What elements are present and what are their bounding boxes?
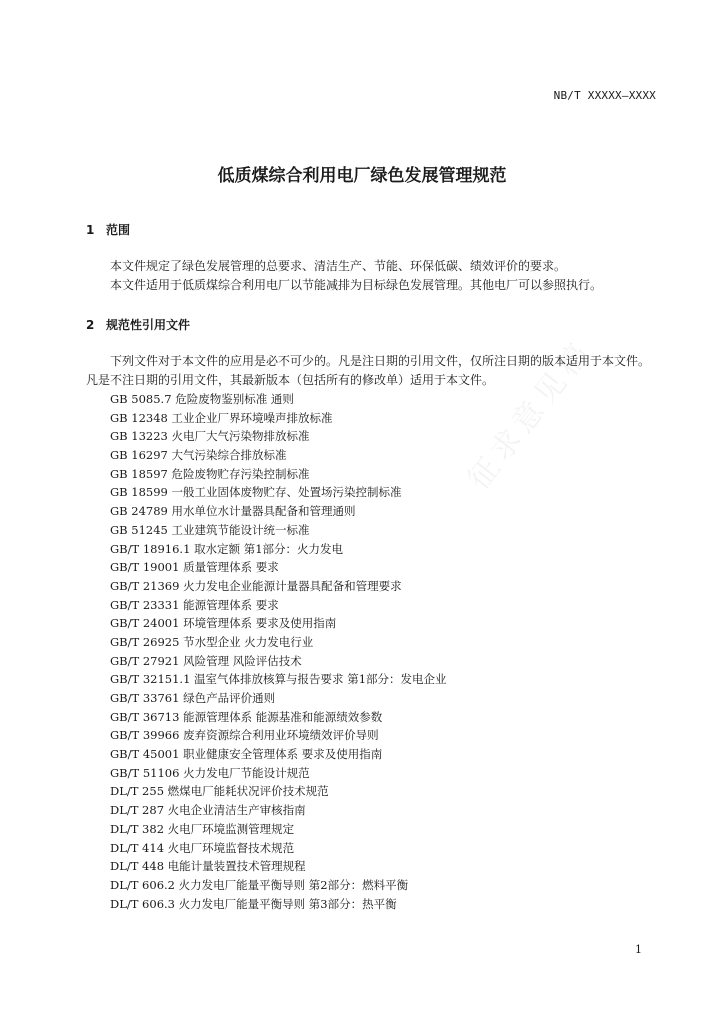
reference-item: [110, 857, 447, 876]
reference-title: 火电企业清洁生产审核指南: [167, 803, 306, 818]
reference-item: [110, 801, 447, 820]
reference-item: [110, 764, 447, 783]
reference-code: DL/T 414: [110, 840, 165, 855]
reference-title: 火电厂环境监督技术规范: [167, 840, 295, 855]
reference-code: GB 12348: [110, 410, 168, 425]
reference-code: GB/T 36713: [110, 709, 180, 724]
reference-list: [110, 390, 447, 913]
reference-title: 电能计量装置技术管理规程: [167, 859, 306, 874]
reference-title: 风险管理 风险评估技术: [183, 653, 302, 668]
reference-code: GB 24789: [110, 504, 168, 519]
reference-item: [110, 745, 447, 764]
reference-item: [110, 633, 447, 652]
reference-title: 质量管理体系 要求: [183, 560, 279, 575]
document-code: NB/T XXXXX—XXXX: [553, 89, 656, 102]
reference-code: GB 18597: [110, 466, 168, 481]
reference-title: 危险废物鉴别标准 通则: [175, 392, 294, 406]
reference-title: 火电厂环境监测管理规定: [167, 821, 295, 836]
reference-title: 废弃资源综合利用业环境绩效评价导则: [183, 728, 379, 743]
section-number: 2: [86, 318, 95, 332]
reference-code: GB/T 21369: [110, 578, 180, 593]
reference-item: [110, 446, 447, 465]
reference-code: DL/T 606.2: [110, 877, 175, 892]
section-title: 规范性引用文件: [106, 318, 191, 332]
reference-item: [110, 465, 447, 484]
reference-item: [110, 577, 447, 596]
reference-code: GB/T 19001: [110, 560, 180, 575]
reference-code: DL/T 255: [110, 784, 165, 799]
reference-item: [110, 652, 447, 671]
reference-item: [110, 820, 447, 839]
reference-item: [110, 427, 447, 446]
reference-title: 职业健康安全管理体系 要求及使用指南: [183, 747, 383, 762]
reference-code: GB/T 24001: [110, 616, 180, 631]
reference-code: GB/T 45001: [110, 747, 180, 762]
reference-item: [110, 782, 447, 801]
reference-code: GB 18599: [110, 485, 168, 500]
reference-code: GB/T 26925: [110, 634, 180, 649]
reference-title: 绿色产品评价通则: [183, 691, 276, 705]
reference-item: [110, 670, 447, 689]
reference-title: 一般工业固体废物贮存、处置场污染控制标准: [171, 485, 402, 500]
reference-item: [110, 876, 447, 895]
reference-code: DL/T 606.3: [110, 896, 175, 911]
reference-title: 火力发电厂能量平衡导则 第2部分：燃料平衡: [178, 877, 409, 892]
reference-title: 能源管理体系 能源基准和能源绩效参数: [183, 709, 383, 724]
reference-item: [110, 502, 447, 521]
reference-item: [110, 614, 447, 633]
reference-title: 火力发电厂节能设计规范: [183, 765, 310, 780]
reference-title: 火电厂大气污染物排放标准: [171, 429, 310, 444]
reference-code: GB/T 51106: [110, 765, 180, 780]
section-title: 范围: [106, 223, 131, 237]
reference-title: 取水定额 第1部分：火力发电: [194, 541, 344, 556]
reference-item: [110, 839, 447, 858]
reference-item: [110, 540, 447, 559]
reference-title: 能源管理体系 要求: [183, 597, 279, 612]
reference-item: [110, 596, 447, 615]
reference-item: [110, 521, 447, 540]
reference-title: 大气污染综合排放标准: [171, 448, 287, 463]
reference-item: [110, 558, 447, 577]
reference-item: [110, 708, 447, 727]
reference-code: GB/T 39966: [110, 728, 180, 743]
reference-title: 工业建筑节能设计统一标准: [171, 522, 310, 537]
reference-code: GB/T 23331: [110, 597, 180, 612]
reference-code: GB/T 32151.1: [110, 672, 191, 687]
reference-code: GB 16297: [110, 448, 168, 463]
document-title: 低质煤综合利用电厂绿色发展管理规范: [217, 166, 507, 186]
reference-item: [110, 409, 447, 428]
reference-code: GB/T 18916.1: [110, 541, 191, 556]
reference-code: GB/T 33761: [110, 691, 180, 705]
reference-title: 工业企业厂界环境噪声排放标准: [171, 410, 333, 425]
reference-title: 环境管理体系 要求及使用指南: [183, 616, 337, 631]
section-heading-scope: [86, 221, 130, 238]
reference-code: DL/T 448: [110, 859, 165, 874]
reference-title: 危险废物贮存污染控制标准: [171, 466, 310, 481]
reference-code: GB 51245: [110, 522, 168, 537]
reference-title: 燃煤电厂能耗状况评价技术规范: [167, 784, 329, 799]
reference-code: DL/T 287: [110, 803, 165, 818]
paragraph: 下列文件对于本文件的应用是必不可少的。凡是注日期的引用文件，仅所注日期的版本适用于本文件。凡是不注日期的引用文件，其最新版本（包括所有的修改单）适用于本文件。: [86, 354, 651, 387]
reference-code: GB/T 27921: [110, 653, 180, 668]
section-number: 1: [86, 223, 95, 237]
reference-item: [110, 689, 447, 708]
reference-code: GB 13223: [110, 429, 168, 444]
reference-title: 火力发电企业能源计量器具配备和管理要求: [183, 578, 402, 593]
reference-title: 温室气体排放核算与报告要求 第1部分：发电企业: [194, 672, 447, 687]
reference-title: 火力发电厂能量平衡导则 第3部分：热平衡: [178, 896, 397, 911]
reference-title: 节水型企业 火力发电行业: [183, 634, 314, 649]
reference-item: [110, 483, 447, 502]
reference-item: [110, 726, 447, 745]
section-heading-references: [86, 316, 190, 333]
reference-title: 用水单位水计量器具配备和管理通则: [171, 504, 356, 519]
reference-item: [110, 390, 447, 409]
paragraph: 本文件适用于低质煤综合利用电厂以节能减排为目标绿色发展管理。其他电厂可以参照执行。: [110, 278, 603, 292]
reference-code: GB 5085.7: [110, 392, 172, 406]
page-number: 1: [635, 943, 642, 956]
reference-code: DL/T 382: [110, 821, 165, 836]
scope-paragraphs: [86, 257, 646, 295]
paragraph: 本文件规定了绿色发展管理的总要求、清洁生产、节能、环保低碳、绩效评价的要求。: [110, 259, 567, 273]
reference-item: [110, 895, 447, 914]
